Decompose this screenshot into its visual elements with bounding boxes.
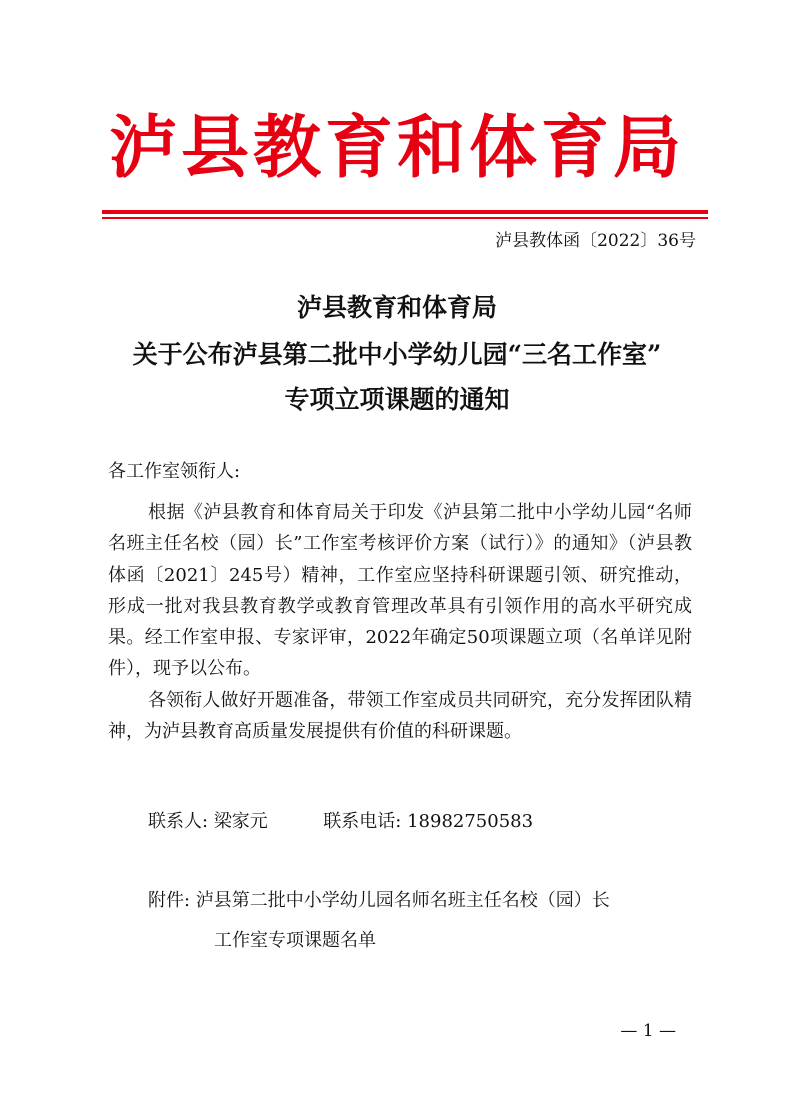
title-line-1: 泸县教育和体育局 bbox=[296, 293, 497, 322]
title-line-3: 专项立项课题的通知 bbox=[284, 385, 510, 414]
attachment-line-1 bbox=[148, 885, 610, 916]
attachment-label: 附件: bbox=[148, 890, 191, 911]
page-number: — 1 — bbox=[620, 1021, 676, 1041]
masthead-title: 泸县教育和体育局 bbox=[108, 108, 685, 188]
contact-line bbox=[148, 808, 533, 836]
contact-phone-label: 联系电话: bbox=[323, 811, 402, 832]
attachment-title-1: 泸县第二批中小学幼儿园名师名班主任名校（园）长 bbox=[195, 890, 610, 911]
contact-phone: 18982750583 bbox=[407, 811, 534, 832]
paragraph-2: 各领衔人做好开题准备，带领工作室成员共同研究，充分发挥团队精神，为泸县教育高质量发展提供有价值的科研课题。 bbox=[108, 689, 692, 743]
paragraph-1: 根据《泸县教育和体育局关于印发《泸县第二批中小学幼儿园“名师名班主任名校（园）长”工作室考核评价方案（试行）》的通知》（泸县教体函〔2021〕245号）精神，工作室应坚持科研课题引领、研究推动，形成一批对我县教育教学或教育管理改革具有引领作用的高水平研究成果。经工作室申报、专家评审，2022年确定50项课题立项（名单详见附件），现予以公布。 bbox=[108, 502, 692, 680]
attachment-line-2: 工作室专项课题名单 bbox=[214, 930, 376, 951]
document-number: 泸县教体函〔2022〕36号 bbox=[495, 231, 696, 251]
contact-person-label: 联系人: bbox=[148, 811, 209, 832]
masthead-rule-thin bbox=[102, 217, 708, 219]
salutation: 各工作室领衔人: bbox=[108, 461, 241, 482]
body-text bbox=[108, 497, 692, 747]
masthead-rule-thick bbox=[102, 210, 708, 214]
title-line-2: 关于公布泸县第二批中小学幼儿园“三名工作室” bbox=[132, 340, 662, 369]
contact-person: 梁家元 bbox=[213, 811, 268, 832]
